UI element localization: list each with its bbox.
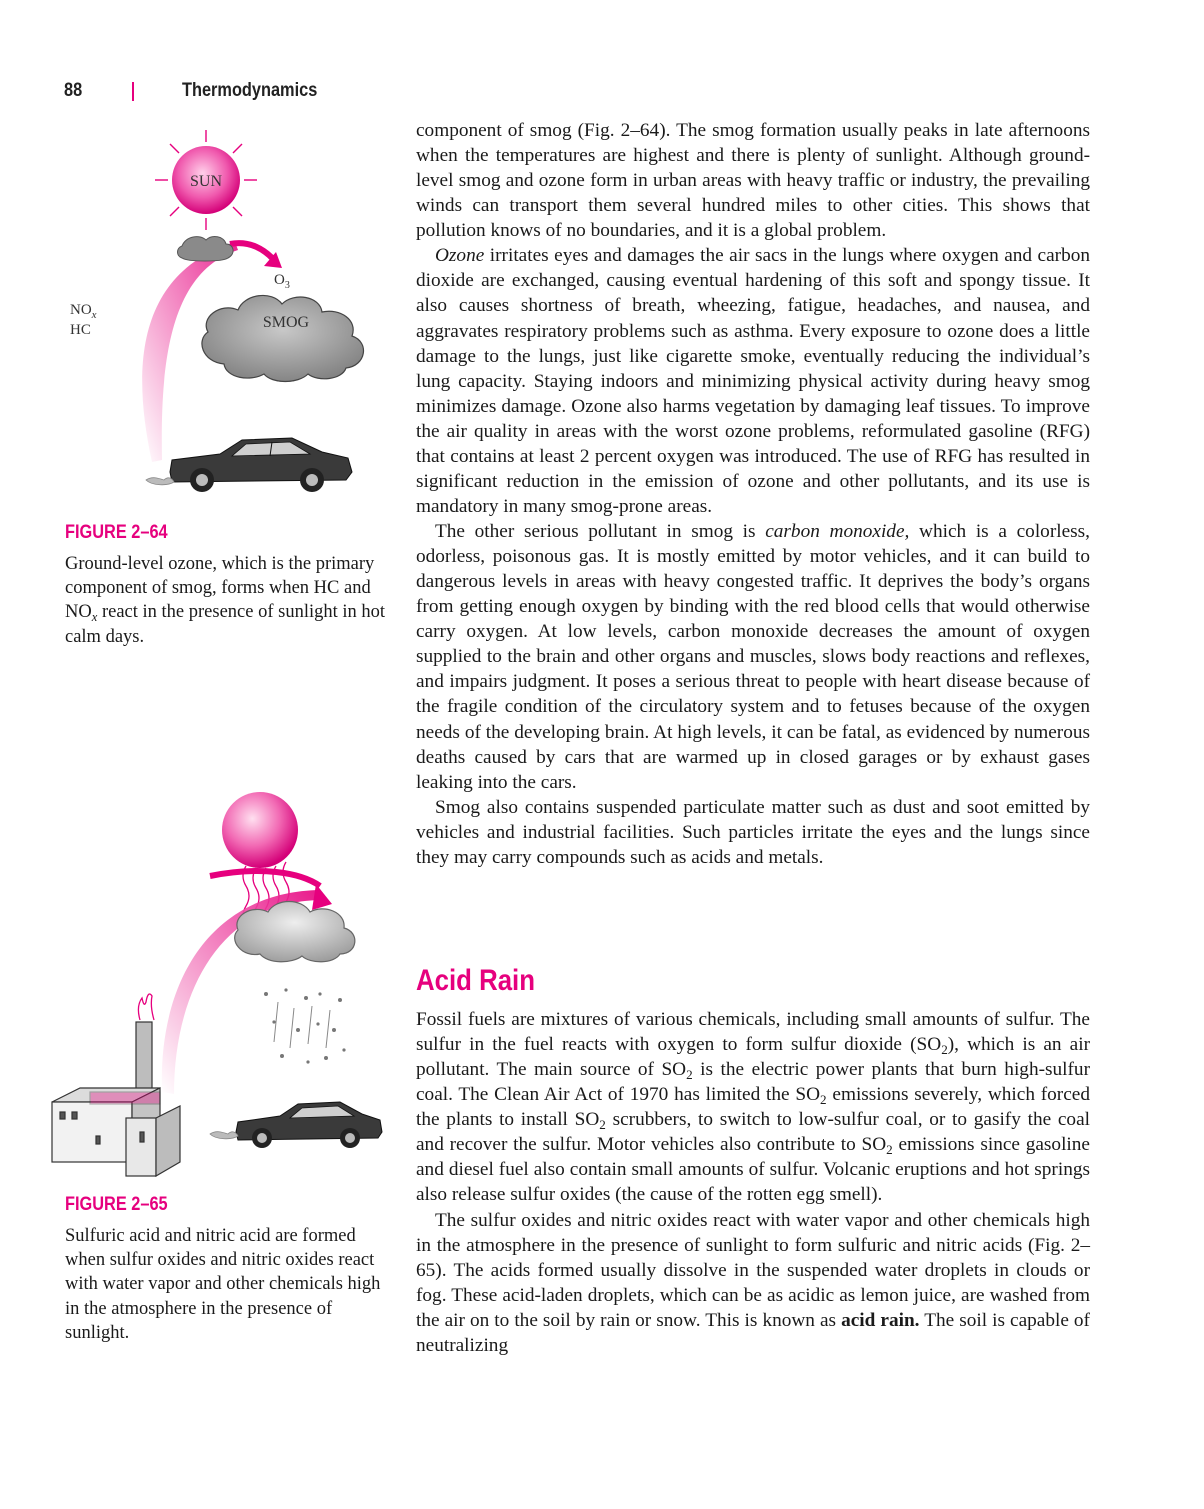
- header-divider: [132, 82, 134, 101]
- sun-icon: [222, 792, 298, 868]
- figure-2-65: [50, 762, 390, 1177]
- paragraph-5: Fossil fuels are mixtures of various chemicals, including small amounts of sulfur. The sulfur in the fuel reacts with oxygen to form sulfur dioxide $(SO_2)$, which is an air pollutant. The main source of $SO_2$ is the electric power plants that burn high-sulfur coal. The Clean Air Act of 1970 has limited the $SO_2$ emissions severely, which forced the plants to install $SO_2$ scrubbers, to switch to low-sulfur coal, or to gasify the coal and recover the sulfur. Motor vehicles also contribute to $SO_2$ emissions since gasoline and diesel fuel also contain small amounts of sulfur. Volcanic eruptions and hot springs also release sulfur oxides (the cause of the rotten egg smell).: [416, 1009, 1090, 1206]
- figure-2-64-caption: Ground-level ozone, which is the primary component of smog, forms when HC and $NO_x$ react in the presence of sunlight in hot calm days.: [65, 554, 386, 647]
- car-icon: [210, 1102, 382, 1148]
- page-number: 88: [64, 80, 83, 101]
- paragraph-3: The other serious pollutant in smog is carbon monoxide, which is a colorless, odorless, poisonous gas. It is mostly emitted by motor vehicles, and it can build to dangerous levels in areas with heavy congested traffic. It deprives the body’s organs from getting enough oxygen by binding with the red blood cells that would otherwise carry oxygen. At low levels, carbon monoxide decreases the amount of oxygen supplied to the brain and other organs and muscles, slows body reactions and reflexes, and impairs judgment. It poses a serious threat to people with heart disease because of the fragile condition of the circulatory system and to fetuses because of the oxygen needs of the developing brain. At high levels, it can be fatal, as evidenced by numerous deaths caused by cars that are warmed up in closed garages or by exhaust gases leaking into the cars.: [416, 521, 1090, 793]
- car-icon: [146, 438, 352, 492]
- chapter-title: Thermodynamics: [182, 80, 318, 101]
- rain-streaks: [274, 1002, 330, 1048]
- arc-arrowhead: [312, 884, 332, 910]
- acid-rain-illustration: [50, 762, 390, 1177]
- rain-drops: [264, 988, 346, 1063]
- figure-2-65-caption: Sulfuric acid and nitric acid are formed when sulfur oxides and nitric oxides react with water vapor and other chemicals high in the atmosphere in the presence of sunlight.: [65, 1226, 381, 1343]
- paragraph-2: Ozone irritates eyes and damages the air sacs in the lungs where oxygen and carbon dioxide are exchanged, causing eventual hardening of this soft and spongy tissue. It also causes shortness of breath, wheezing, fatigue, headaches, and nausea, and aggravates respiratory problems such as asthma. Every exposure to ozone does a little damage to the lungs, just like cigarette smoke, eventually reducing the individual’s lung capacity. Staying indoors and minimizing physical activity during heavy smog minimizes damage. Ozone also harms vegetation by damaging leaf tissues. To improve the air quality in areas with the worst ozone problems, reformulated gasoline (RFG) that contains at least 2 percent oxygen was introduced. The use of RFG has resulted in significant reduction in the emission of ozone and other pollutants, and its use is mandatory in many smog-prone areas.: [416, 245, 1090, 517]
- figure-2-64: [60, 122, 390, 512]
- running-header: [64, 80, 464, 106]
- smog-label: SMOG: [262, 314, 310, 331]
- smog-illustration: [60, 122, 390, 512]
- paragraph-4: Smog also contains suspended particulate matter such as dust and soot emitted by vehicles and industrial facilities. Such particles irritate the eyes and the lungs since they may carry compounds such as acids and metals.: [416, 796, 1090, 868]
- paragraph-6: The sulfur oxides and nitric oxides react with water vapor and other chemicals high in the atmosphere in the presence of sunlight to form sulfuric and nitric acids (Fig. 2–65). The acids formed usually dissolve in the suspended water droplets in clouds or fog. These acid-laden droplets, which can be as acidic as lemon juice, are washed from the air on to the soil by rain or snow. This is known as acid rain. The soil is capable of neutralizing: [416, 1209, 1090, 1356]
- factory-icon: [52, 994, 180, 1176]
- section-title-acid-rain: Acid Rain: [416, 964, 535, 997]
- paragraph-1: component of smog (Fig. 2–64). The smog formation usually peaks in late afternoons when the temperatures are highest and there is plenty of sunlight. Although ground-level smog and ozone form in urban areas with heavy traffic or industry, the prevailing winds can transport them several hundred miles to other cities. This shows that pollution knows of no boundaries, and it is a global problem.: [416, 120, 1090, 242]
- nox-label: $NO_x$: [70, 302, 97, 321]
- small-cloud-icon: [178, 237, 234, 261]
- sun-label: SUN: [189, 173, 223, 190]
- smog-cloud-icon: [202, 295, 364, 381]
- hc-label: HC: [70, 322, 91, 338]
- ozone-arrow: [230, 243, 274, 260]
- figure-2-65-label: FIGURE 2–65: [65, 1194, 168, 1215]
- body-text-top: [416, 118, 1090, 870]
- figure-2-64-label: FIGURE 2–64: [65, 522, 168, 543]
- body-text-bottom: [416, 1007, 1090, 1358]
- cloud-icon: [235, 902, 355, 962]
- o3-label: $O_3$: [274, 272, 290, 291]
